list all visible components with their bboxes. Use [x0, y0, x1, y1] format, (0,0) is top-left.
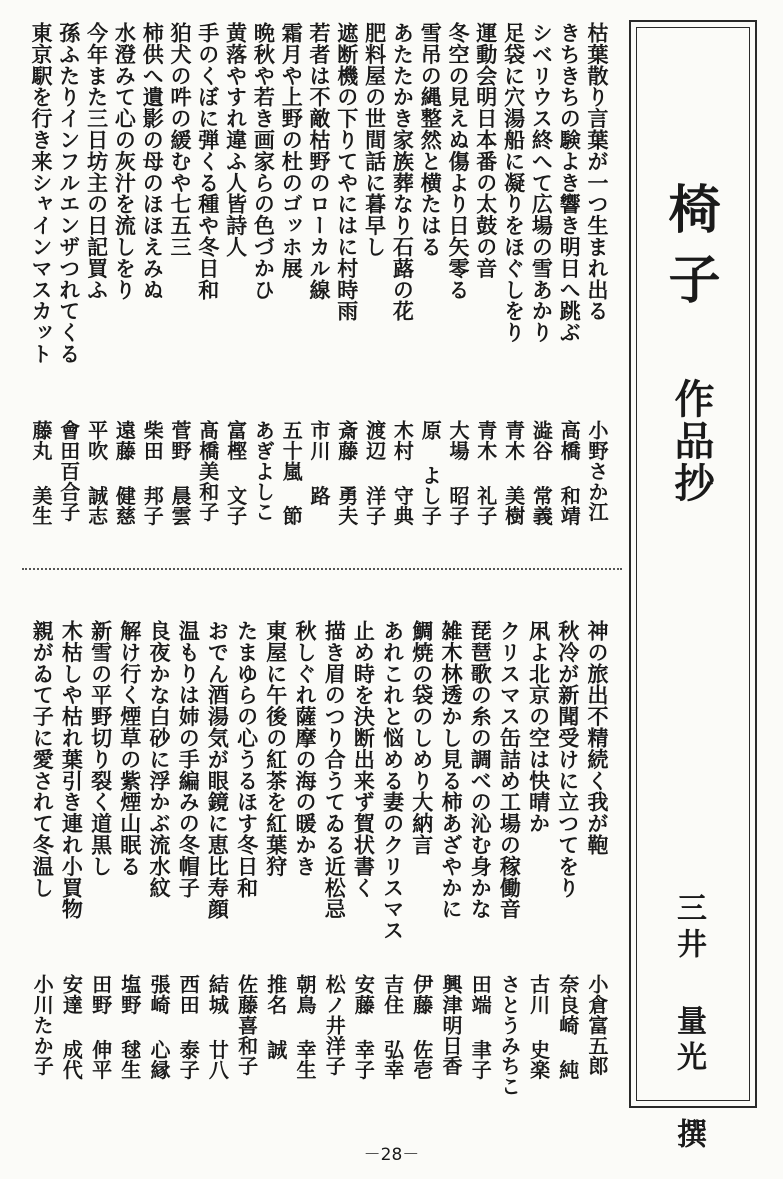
poem-author: 安藤 幸子 [351, 974, 376, 1080]
poem-author: 富樫 文子 [223, 420, 248, 526]
poem-text: 雑木林透かし見る柿あざやかに [439, 620, 464, 920]
poem-text: 秋しぐれ薩摩の海の暖かき [293, 620, 318, 877]
poem-text: きちきちの験よき響き明日へ跳ぶ [557, 22, 583, 343]
poem-text: 秋冷が新聞受けに立つてをり [555, 620, 581, 899]
poem-author: 松ノ井洋子 [322, 974, 347, 1076]
poem-column [465, 620, 495, 1090]
poem-text: 温もりは姉の手編みの冬帽子 [176, 620, 202, 899]
poem-text: 柿供へ遺影の母のほほえみぬ [140, 22, 166, 301]
poem-text: 晩秋や若き画家らの色づかひ [251, 22, 277, 301]
poem-text: 東屋に午後の紅茶を紅葉狩 [263, 620, 289, 877]
poem-text: 枯葉散り言葉が一つ生まれ出る [585, 22, 610, 322]
poem-text: 手のくぼに弾くる種や冬日和 [195, 22, 221, 301]
poem-column [582, 620, 612, 1090]
poem-column [526, 22, 556, 542]
poem-author: 平吹 誠志 [84, 420, 109, 526]
poem-author: 安達 成代 [59, 974, 84, 1080]
poem-column [109, 22, 139, 542]
poem-text: 雪吊の縄整然と横たはる [418, 22, 444, 258]
poem-text: 足袋に穴湯船に凝りをほぐしをり [501, 22, 527, 343]
poem-author: 佐藤喜和子 [234, 974, 259, 1076]
poem-text: 狛犬の吽の緩むや七五三 [168, 22, 193, 258]
poem-author: 青木 美樹 [501, 420, 526, 526]
title-box [629, 20, 757, 1154]
poem-author: 青木 礼子 [473, 420, 498, 526]
poem-author: 結城 廿八 [205, 974, 230, 1080]
page-subtitle: 作品抄 [668, 378, 715, 504]
poem-text: 水澄みて心の灰汁を流しをり [112, 22, 138, 301]
poem-author: 塩野 毬生 [117, 974, 142, 1080]
poem-author: 西田 泰子 [176, 974, 201, 1080]
poem-text: 凩よ北京の空は快晴か [526, 620, 552, 834]
poem-column [348, 620, 378, 1090]
poem-column [443, 22, 473, 542]
poem-column [86, 620, 116, 1090]
poem-column [524, 620, 554, 1090]
poem-author: 柴田 邦子 [140, 420, 165, 526]
poem-column [471, 22, 501, 542]
poem-text: 今年また三日坊主の日記買ふ [84, 22, 110, 301]
poem-author: 小野さか江 [585, 420, 609, 522]
poem-column [494, 620, 524, 1097]
poem-column [499, 22, 529, 542]
poem-text: 運動会明日本番の太鼓の音 [473, 22, 499, 279]
poem-text: 新雪の平野切り裂く道黒し [88, 620, 114, 877]
poem-author: 澁谷 常義 [529, 420, 554, 526]
poem-column [304, 22, 334, 542]
poem-column [248, 22, 278, 542]
poem-column [82, 22, 112, 542]
poem-column [193, 22, 223, 542]
poem-text: 木枯しや枯れ葉引き連れ小買物 [59, 620, 85, 920]
poem-author: 吉住 弘幸 [380, 974, 405, 1080]
editor-name: 三井 量光 撰 [671, 892, 706, 1154]
top-poem-section [0, 22, 620, 542]
poem-author: 田野 伸平 [88, 974, 113, 1080]
poem-author: 張崎 心縁 [147, 974, 171, 1080]
poem-text: 東京駅を行き来シャインマスカット [29, 22, 54, 365]
poem-author: 小倉富五郎 [585, 974, 609, 1076]
poem-author: 田端 聿子 [468, 974, 493, 1080]
section-divider [22, 568, 622, 570]
poem-author: 原 よし子 [418, 420, 443, 526]
poem-text: 親がゐて子に愛されて冬温し [30, 620, 56, 899]
poem-author: 斎藤 勇夫 [334, 420, 359, 526]
poem-author: 興津明日香 [439, 974, 463, 1076]
poem-author: 五十嵐 節 [279, 420, 304, 526]
poem-author: 小川たか子 [30, 974, 55, 1076]
poem-column [26, 22, 56, 542]
poem-author: 古川 史楽 [526, 974, 551, 1080]
poem-text: クリスマス缶詰め工場の稼働音 [497, 620, 523, 920]
poem-text: 遮断機の下りてやにはに村時雨 [334, 22, 360, 322]
poem-column [387, 22, 417, 542]
poem-column [54, 22, 84, 542]
poem-column [276, 22, 306, 542]
poem-author: 市川 路 [307, 420, 331, 506]
poem-column [553, 620, 583, 1090]
poem-author: 髙橋美和子 [195, 420, 220, 522]
poem-text: 鯛焼の袋のしめり大納言 [409, 620, 435, 856]
poem-text: シベリウス終へて広場の雪あかり [529, 22, 555, 343]
poem-text: 霜月や上野の杜のゴッホ展 [279, 22, 305, 279]
poem-text: おでん酒湯気が眼鏡に恵比寿顔 [205, 620, 231, 920]
poem-text: たまゆらの心うるほす冬日和 [234, 620, 260, 899]
poem-column [144, 620, 174, 1090]
poem-author: 朝鳥 幸生 [293, 974, 317, 1080]
poem-column [202, 620, 232, 1090]
poem-column [232, 620, 262, 1090]
page-number: －28－ [363, 1145, 420, 1165]
poem-author: 菅野 晨雲 [168, 420, 192, 526]
poem-column [332, 22, 362, 542]
poem-author: 遠藤 健慈 [112, 420, 137, 526]
poem-text: 描き眉のつり合うてゐる近松忌 [322, 620, 348, 920]
poem-column [137, 22, 167, 542]
poem-author: あぎよしこ [251, 420, 276, 522]
poem-author: 木村 守典 [390, 420, 415, 526]
poem-column [221, 22, 251, 542]
poem-column [56, 620, 86, 1090]
poem-text: 若者は不敵枯野のローカル線 [307, 22, 332, 301]
poem-text: 孫ふたりインフルエンザつれてくる [56, 22, 82, 365]
bottom-poem-section [0, 620, 620, 1097]
poem-column [290, 620, 320, 1090]
poem-column [165, 22, 195, 542]
poem-text: 肥料屋の世間話に暮早し [362, 22, 388, 258]
poem-column [27, 620, 57, 1090]
poem-text: あたたかき家族葬なり石蕗の花 [390, 22, 416, 322]
poem-author: 藤丸 美生 [29, 420, 53, 526]
poem-column [173, 620, 203, 1090]
poem-column [415, 22, 445, 542]
poem-column [261, 620, 291, 1090]
poem-author: さとうみちこ [497, 974, 522, 1097]
page-title: 椅子 [659, 182, 720, 322]
poem-text: 黄落やすれ違ふ人皆詩人 [223, 22, 249, 258]
poem-text: 神の旅出不精続く我が鞄 [585, 620, 610, 856]
poem-column [582, 22, 612, 542]
poem-author: 伊藤 佐壱 [409, 974, 434, 1080]
poem-column [554, 22, 584, 542]
poem-author: 高橋 和靖 [557, 420, 582, 526]
poem-column [115, 620, 145, 1090]
poem-text: 冬空の見えぬ傷より日矢零る [446, 22, 471, 301]
poem-column [436, 620, 466, 1090]
poem-author: 奈良崎 純 [555, 974, 580, 1080]
poem-column [319, 620, 349, 1090]
poem-author: 推名 誠 [263, 974, 288, 1060]
poem-author: 會田百合子 [56, 420, 81, 522]
poem-text: あれこれと悩める妻のクリスマス [380, 620, 406, 941]
poem-column [407, 620, 437, 1090]
poem-author: 渡辺 洋子 [362, 420, 387, 526]
poem-author: 大場 昭子 [446, 420, 470, 526]
poem-text: 止め時を決断出来ず賀状書く [351, 620, 377, 899]
poem-text: 琵琶歌の糸の調べの沁む身かな [468, 620, 494, 920]
poem-text: 良夜かな白砂に浮かぶ流水紋 [147, 620, 172, 899]
poem-text: 解け行く煙草の紫煙山眠る [117, 620, 143, 877]
poem-column [360, 22, 390, 542]
poem-column [378, 620, 408, 1090]
